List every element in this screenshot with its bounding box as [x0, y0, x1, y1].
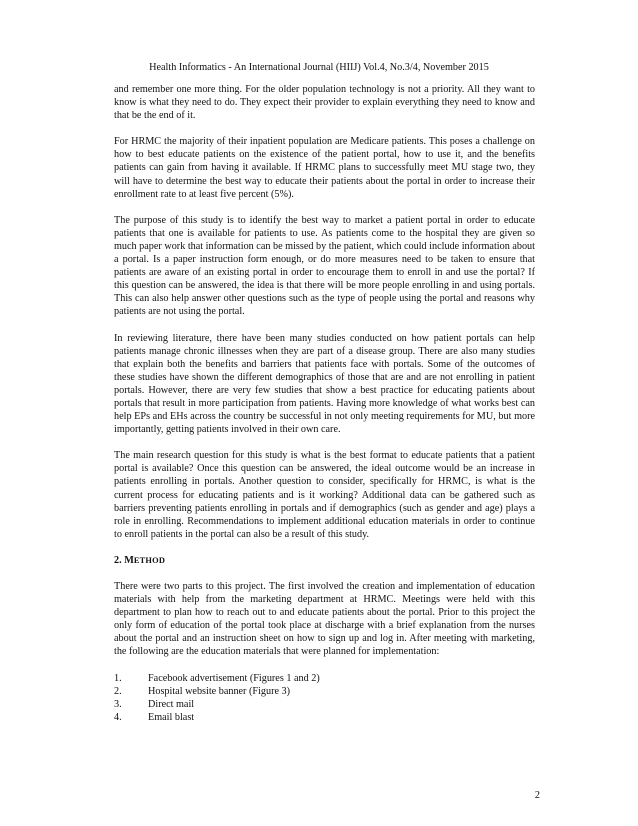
paragraph-research-question: The main research question for this study is what is the best format to educate patients that a patient portal is available? Once this question can be answered, the ideal outcome would be an increase in patients enrolling in portals. Another question to consider, specifically for HRMC, is what is the current process for educating patients and is it working? Additional data can be gathered such as barriers preventing patients enrolling in portals and if demographics (such as gender and age) plays a role in enrolling. Recommendations to implement additional education materials in order to continue to enroll patients in the portal can also be a result of this study.	[114, 450, 535, 540]
section-heading-number: 2. M	[114, 554, 134, 566]
paragraph-continuation: and remember one more thing. For the older population technology is not a priority. All they want to know is what they need to do. They expect their provider to explain everything they need to know and that be the end of it.	[114, 84, 535, 122]
list-item-text: Email blast	[148, 711, 195, 723]
paragraph-hrmc-population: For HRMC the majority of their inpatient population are Medicare patients. This poses a challenge on how to best educate patients on the existence of the patient portal, how to use it, and the benefits patients can gain from having it available. If HRMC plans to successfully meet MU stage two, they will have to determine the best way to educate their patients about the portal in order to increase their enrollment rate to at least five percent (5%).	[114, 136, 535, 200]
running-header: Health Informatics - An International Journal (HIIJ) Vol.4, No.3/4, November 2015	[149, 62, 489, 73]
list-item-number: 2.	[114, 685, 122, 697]
page-number: 2	[534, 790, 540, 801]
section-heading-method	[114, 554, 535, 567]
list-item-text: Direct mail	[148, 698, 195, 710]
paragraph-study-purpose: The purpose of this study is to identify the best way to market a patient portal in order to educate patients that one is available for patients to use. As patients come to the hospital they are given so much paper work that information can be missed by the patient, which could include information about a portal. Is a paper instruction form enough, or do more measures need to be taken to ensure that patients are aware of an existing portal in order to encourage them to enroll in and use the portal? If this question can be answered, the idea is that there will be more people enrolling in and using portals. This can also help answer other questions such as the type of people using the portal and reasons why patients are not using the portal.	[114, 214, 535, 318]
list-item	[114, 698, 535, 711]
body-text	[114, 83, 535, 724]
list-item-text: Facebook advertisement (Figures 1 and 2)	[148, 672, 320, 684]
list-item	[114, 711, 535, 724]
section-heading-title: ETHOD	[133, 555, 166, 565]
list-item-number: 1.	[114, 672, 122, 684]
list-item	[114, 672, 535, 685]
list-item-number: 3.	[114, 698, 122, 710]
paragraph-method: There were two parts to this project. The first involved the creation and implementation of education materials with help from the marketing department at HRMC. Meetings were held with this department to plan how to reach out to and educate patients about the portal. Prior to this project the only form of education of the portal took place at discharge with a brief explanation from the nurses about the portal and an instruction sheet on how to sign up and log in. After meeting with marketing, the following are the education materials that were planned for implementation:	[114, 581, 535, 658]
education-materials-list	[114, 672, 535, 724]
paragraph-literature-review: In reviewing literature, there have been many studies conducted on how patient portals can help patients manage chronic illnesses when they are part of a disease group. There are also many studies that explain both the benefits and barriers that patients face with portals. Some of the outcomes of these studies have shown the different demographics of those that are and are not enrolling in patient portals. However, there are very few studies that show a best practice for educating patients about portals that result in more participation from patients. Having more knowledge of what works best can help EPs and EHs across the country be successful in not only meeting requirements for MU, but more importantly, getting patients involved in their own care.	[114, 332, 535, 436]
list-item	[114, 685, 535, 698]
list-item-number: 4.	[114, 711, 122, 723]
list-item-text: Hospital website banner (Figure 3)	[148, 685, 291, 697]
